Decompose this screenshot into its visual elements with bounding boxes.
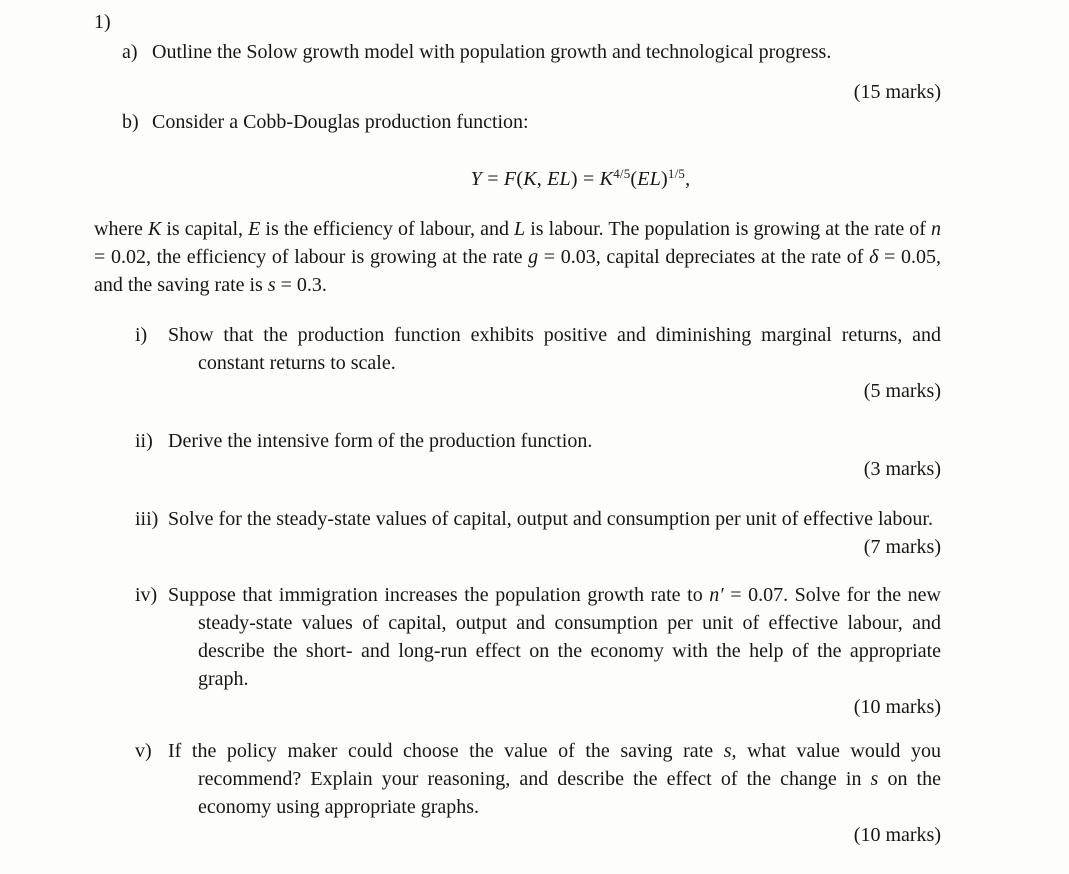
subpart-iii — [94, 505, 941, 533]
part-b-intro-text: Consider a Cobb-Douglas production function: — [152, 111, 529, 133]
subpart-iv-label: iv) — [135, 584, 158, 606]
subpart-iii-text: Solve for the steady-state values of capital, output and consumption per unit of effective labour. — [168, 508, 933, 530]
subpart-iii-label: iii) — [135, 508, 159, 530]
subpart-ii-label: ii) — [135, 430, 153, 452]
subpart-iv-marks: (10 marks) — [853, 696, 941, 718]
subpart-i-marks: (5 marks) — [863, 380, 941, 402]
subpart-i-text: Show that the production function exhibits positive and diminishing marginal returns, and constant returns to scale. — [168, 324, 941, 374]
part-a-label: a) — [122, 41, 138, 63]
subpart-iv-text: Suppose that immigration increases the population growth rate to n′ = 0.07. Solve for the new steady-state values of capital, output and consumption per unit of effective labour, and describe the short- and long-run effect on the economy with the help of the appropriate graph. — [168, 584, 941, 690]
subpart-ii-text: Derive the intensive form of the production function. — [168, 430, 593, 452]
question-number: 1) — [94, 11, 111, 33]
part-b-description: where K is capital, E is the efficiency of labour, and L is labour. The population is growing at the rate of n = 0.02, the efficiency of labour is growing at the rate g = 0.03, capital depreciates at the rate of δ = 0.05, and the saving rate is s = 0.3. — [94, 218, 942, 296]
part-a-text: Outline the Solow growth model with population growth and technological progress. — [152, 41, 832, 63]
subpart-i — [94, 321, 941, 377]
subpart-ii — [94, 427, 941, 455]
production-function-formula: Y = F(K, $EL) = K^{4/5}(EL)^{1/5}$, — [470, 166, 691, 190]
part-b-intro — [94, 108, 941, 136]
part-a-marks: (15 marks) — [853, 81, 941, 103]
part-b-label: b) — [122, 111, 139, 133]
part-a — [94, 38, 941, 66]
subpart-ii-marks: (3 marks) — [863, 458, 941, 480]
subpart-v — [94, 737, 941, 821]
subpart-v-text: If the policy maker could choose the value of the saving rate s, what value would you recommend? Explain your reasoning, and describe the effect of the change in s on the economy using appropriate graphs. — [168, 740, 941, 818]
subpart-v-marks: (10 marks) — [853, 824, 941, 846]
subpart-iv — [94, 581, 941, 693]
subpart-i-label: i) — [135, 324, 148, 346]
subpart-iii-marks: (7 marks) — [863, 536, 941, 558]
subpart-v-label: v) — [135, 740, 152, 762]
